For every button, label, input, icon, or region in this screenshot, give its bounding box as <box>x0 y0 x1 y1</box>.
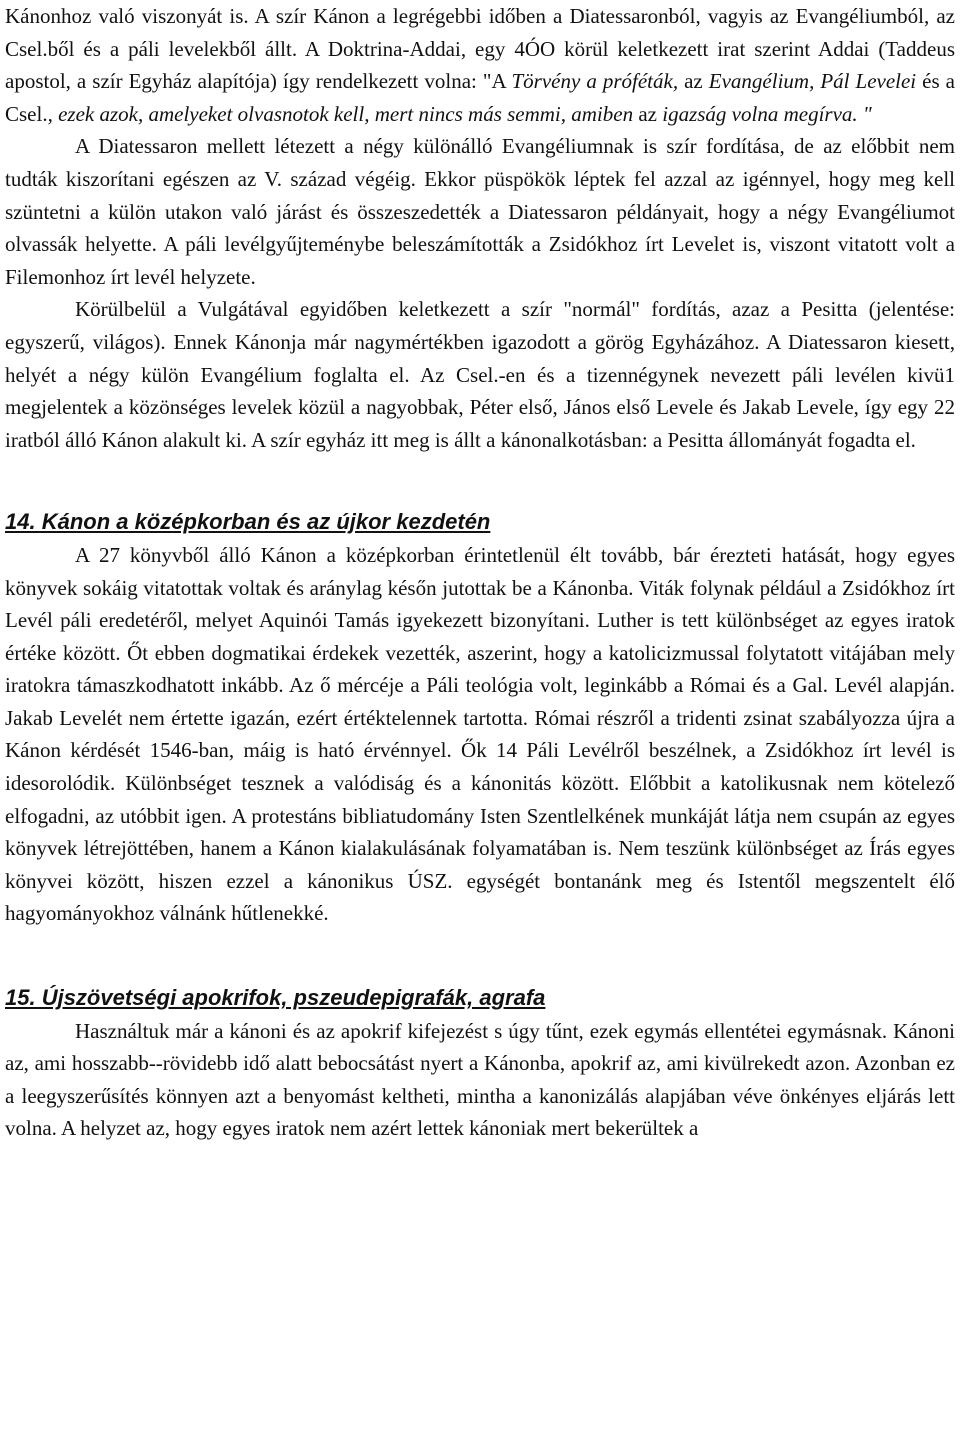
italic-run: Törvény a próféták, <box>511 69 679 94</box>
paragraph-pesitta: Körülbelül a Vulgátával egyidőben keletkezett a szír "normál" fordítás, azaz a Pesitta (jelentése: egyszerű, világos). Ennek Kánonja már nagymértékben igazodott a görög Egyházához. A Diatessaron kiesett, helyét a négy külön Evangélium foglalta el. Az Csel.-en és a tizennégynek nevezett páli levélen kivü1 megjelentek a közönséges levelek közül a nagyobbak, Péter első, János első Levele és Jakab Levele, így egy 22 iratból álló Kánon alakult ki. A szír egyház itt meg is állt a kánonalkotásban: a Pesitta állományát fogadta el. <box>5 297 955 452</box>
italic-run: igazság volna megírva. " <box>662 101 872 126</box>
text-run: Kánonhoz való viszonyát is. A szír Kánon a legrégebbi időben a Diatessaronból, vagyis az Evangéliumból, az Csel.ből és a páli levelekből állt. A Doktrina-Addai, egy 4ÓO körül keletkezett irat szerint Addai (Taddeus apostol, a szír Egyház alapítója) így rendelkezett volna: "A <box>5 4 955 94</box>
section-heading-15: 15. Újszövetségi apokrifok, pszeudepigrafák, agrafa <box>5 985 546 1011</box>
paragraph-diatessaron: A Diatessaron mellett létezett a négy különálló Evangéliumnak is szír fordítása, de az előbbit nem tudták kiszorítani egészen az V. század végéig. Ekkor püspökök léptek fel azzal az igénnyel, hogy meg kell szüntetni a külön utakon való járást és összeszedették a Diatessaron példányait, hogy a négy Evangéliumot olvassák helyette. A páli levélgyűjteménybe beleszámították a Zsidókhoz írt Levelet is, viszont vitatott volt a Filemonhoz írt levél helyzete. <box>5 134 955 289</box>
section-heading-14: 14. Kánon a középkorban és az újkor kezdetén <box>5 509 491 535</box>
section-spacer <box>5 930 955 982</box>
text-run: az <box>633 101 663 126</box>
section-spacer <box>5 456 955 506</box>
text-run: az <box>678 69 709 94</box>
paragraph-middle-ages: A 27 könyvből álló Kánon a középkorban érintetlenül élt tovább, bár érezteti hatását, hogy egyes könyvek sokáig vitatottak voltak és aránylag későn jutottak be a Kánonba. Viták folynak például a Zsidókhoz írt Levél páli eredetéről, melyet Aquinói Tamás igyekezett bizonyítani. Luther is tett különbséget az egyes iratok értéke között. Őt ebben dogmatikai érdekek vezették, aszerint, hogy a katolicizmussal folytatott vitájában mely iratokra támaszkodhatott inkább. Az ő mércéje a Páli teológia volt, leginkább a Római és a Gal. Levél alapján. Jakab Levelét nem értette igazán, ezért értéktelennek tartotta. Római részről a tridenti zsinat szabályozza újra a Kánon kérdését 1546-ban, máig is ható érvénnyel. Ők 14 Páli Levélről beszélnek, a Zsidókhoz írt levél is idesorolódik. Különbséget tesznek a valódiság és a kánonitás között. Előbbit a katolikusnak nem kötelező elfogadni, az utóbbit igen. A protestáns bibliatudomány Isten Szentlelkének munkáját látja nem csupán az egyes könyvek létrejöttében, hanem a Kánon kialakulásának folyamatában is. Nem teszünk különbséget az Írás egyes könyvei között, hiszen ezzel a kánonikus ÚSZ. egységét bontanánk meg és Istentől megszentelt élő hagyományokhoz válnánk hűtlenekké. <box>5 542 955 926</box>
italic-run: Evangélium, Pál Levelei <box>708 69 917 94</box>
paragraph-canon-syriac-intro <box>5 0 955 130</box>
text-run: és a Csel. <box>5 69 956 126</box>
italic-run: , ezek azok, amelyeket olvasnotok kell, mert nincs más semmi, amiben <box>47 101 634 126</box>
paragraph-apocrypha: Használtuk már a kánoni és az apokrif kifejezést s úgy tűnt, ezek egymás ellentétei egymásnak. Kánoni az, ami hosszabb--rövidebb idő alatt bebocsátást nyert a Kánonba, apokrif az, ami kivülrekedt azon. Azonban ez a leegyszerűsítés könnyen azt a benyomást keltheti, mintha a kanonizálás alapjában véve önkényes eljárás lett volna. A helyzet az, hogy egyes iratok nem azért lettek kánoniak mert bekerültek a <box>5 1018 955 1141</box>
